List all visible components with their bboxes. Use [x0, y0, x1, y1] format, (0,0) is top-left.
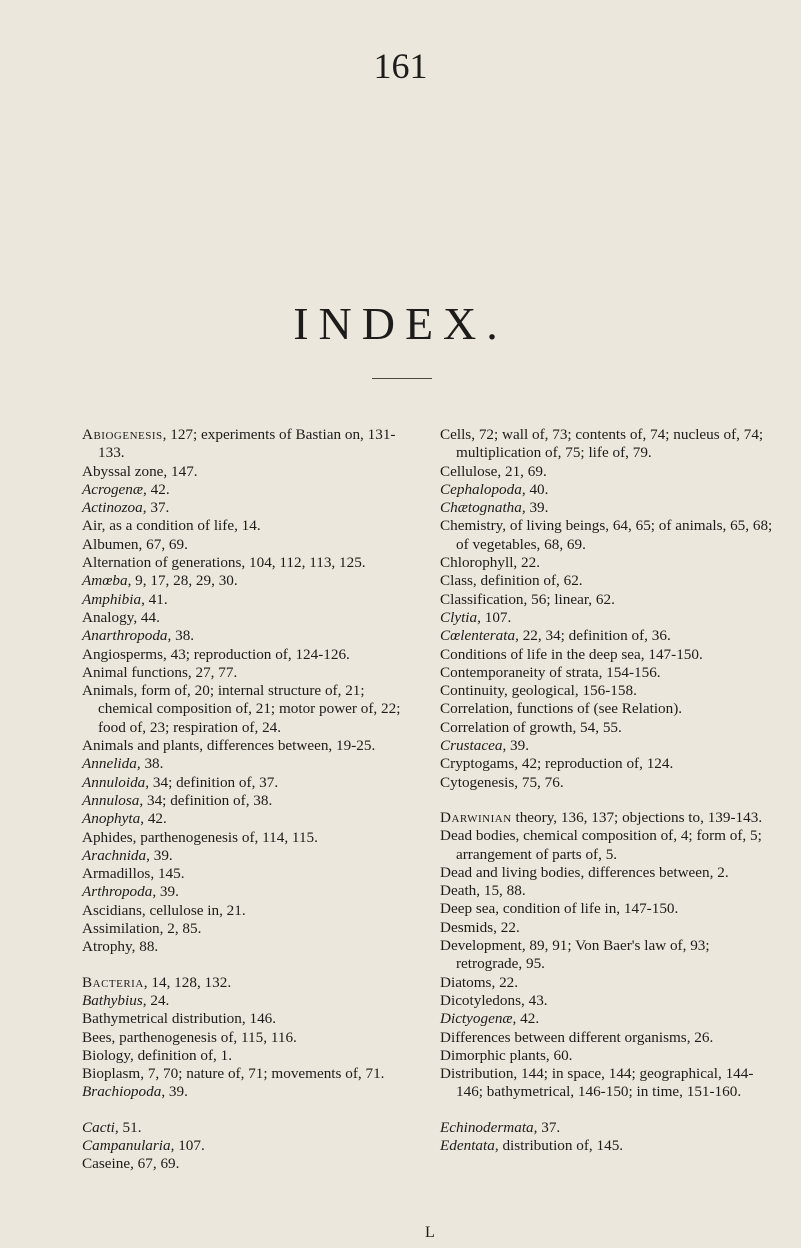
index-entry — [440, 463, 775, 481]
entry-heading: Deep sea — [440, 900, 496, 918]
entry-references: , 107. — [477, 608, 512, 626]
index-entry — [440, 774, 775, 792]
index-entry — [82, 810, 407, 828]
entry-heading: Alternation — [82, 554, 152, 572]
index-entry — [440, 664, 775, 682]
entry-heading: Albumen — [82, 535, 139, 553]
index-entry — [440, 919, 775, 937]
entry-references: , 41. — [141, 590, 168, 608]
entry-references: , 43. — [521, 991, 548, 1009]
entry-heading: Cœlenterata — [440, 627, 516, 645]
entry-heading: Darwinian — [440, 808, 512, 826]
entry-references: , 14, 128, 132. — [143, 973, 232, 991]
entry-heading: Chemistry — [440, 517, 503, 535]
entry-heading: Differences — [440, 1028, 511, 1046]
entry-heading: Acrogenæ — [82, 480, 144, 498]
entry-heading: Annuloida — [82, 773, 146, 791]
index-entry — [440, 737, 775, 755]
entry-references: , 34; definition of, 38. — [139, 791, 273, 809]
index-entry — [82, 1029, 407, 1047]
index-entry — [82, 591, 407, 609]
entry-heading: Continuity — [440, 682, 504, 700]
entry-heading: Echinodermata — [440, 1118, 534, 1136]
index-entry — [82, 920, 407, 938]
index-entry — [440, 809, 775, 827]
entry-heading: Abyssal zone — [82, 462, 164, 480]
entry-references: , 44. — [133, 608, 160, 626]
index-column-right — [440, 426, 775, 1155]
index-entry — [82, 774, 407, 792]
entry-heading: Bacteria — [82, 973, 144, 991]
entry-references: , 72; wall of, 73; contents of, 74; nucleus of, 74; multiplication of, 75; life of, 79. — [456, 426, 764, 462]
entry-heading: Correlation — [440, 700, 510, 718]
index-entry — [440, 627, 775, 645]
entry-heading: Ascidians — [82, 901, 142, 919]
entry-heading: Bees — [82, 1028, 112, 1046]
entry-heading: Chlorophyll — [440, 554, 514, 572]
index-entry — [82, 755, 407, 773]
entry-references: , 27, 77. — [187, 663, 238, 681]
entry-heading: Bioplasm — [82, 1065, 141, 1083]
entry-heading: Cephalopoda — [440, 480, 522, 498]
entry-references: , 42. — [140, 810, 167, 828]
entry-heading: Brachiopoda — [82, 1083, 162, 1101]
index-entry — [440, 1010, 775, 1028]
index-entry — [82, 627, 407, 645]
entry-references: of strata, 154-156. — [545, 663, 661, 681]
entry-references: , condition of life in, 147-150. — [495, 900, 679, 918]
entry-heading: Animal functions — [82, 663, 188, 681]
entry-heading: Campanularia — [82, 1136, 171, 1154]
index-entry — [82, 1010, 407, 1028]
index-entry — [82, 737, 407, 755]
index-entry — [82, 609, 407, 627]
index-entry — [82, 682, 407, 737]
entry-references: , 88. — [131, 938, 159, 956]
entry-heading: Cryptogams — [440, 755, 515, 773]
entry-references: , 54, 55. — [572, 718, 622, 736]
signature-mark: L — [425, 1224, 435, 1241]
entry-heading: Cellulose — [440, 462, 498, 480]
entry-references: between different organisms, 26. — [510, 1028, 714, 1046]
entry-references: , 60. — [545, 1046, 573, 1064]
entry-heading: Crustacea — [440, 737, 503, 755]
entry-references: , geological, 156-158. — [504, 682, 637, 700]
index-entry — [440, 882, 775, 900]
entry-references: , 15, 88. — [476, 882, 526, 900]
entry-heading: Dictyogenæ — [440, 1010, 513, 1028]
entry-references: , 37. — [142, 499, 170, 517]
entry-heading: Chætognatha — [440, 499, 522, 517]
entry-references: , cellulose in, 21. — [141, 901, 246, 919]
entry-references: , 75, 76. — [514, 773, 564, 791]
entry-heading: Atrophy — [82, 938, 132, 956]
index-entry — [440, 646, 775, 664]
entry-heading: Amœba — [82, 572, 128, 590]
entry-references: , 21, 69. — [497, 462, 547, 480]
entry-references: , 2, 85. — [159, 920, 202, 938]
entry-references: , 34; definition of, 37. — [145, 773, 279, 791]
entry-references: , differences between, 19-25. — [199, 737, 376, 755]
entry-references: , 22. — [493, 918, 520, 936]
entry-heading: Armadillos — [82, 865, 151, 883]
title-rule — [372, 378, 432, 379]
entry-heading: Cacti — [82, 1118, 115, 1136]
index-entry — [440, 937, 775, 974]
index-entry — [82, 792, 407, 810]
entry-references: , 145. — [150, 865, 185, 883]
entry-heading: Amphibia — [82, 590, 142, 608]
entry-references: , 144; in space, 144; geographical, 144-146; bathymetrical, 146-150; in time, 151-160. — [456, 1065, 754, 1101]
index-entry — [82, 865, 407, 883]
entry-heading: Cytogenesis — [440, 773, 515, 791]
entry-references: , 39. — [161, 1083, 188, 1101]
entry-references: , form of, 20; internal structure of, 21; chemical composition of, 21; motor power of, 22; food of, 23; respiration of, 24. — [98, 682, 401, 736]
entry-heading: Annelida — [82, 755, 137, 773]
entry-references: in the deep sea, 147-150. — [547, 645, 703, 663]
index-entry — [440, 992, 775, 1010]
index-entry — [82, 938, 407, 956]
entry-references: , 42. — [143, 480, 170, 498]
entry-references: , 9, 17, 28, 29, 30. — [127, 572, 238, 590]
entry-references: , 38. — [167, 627, 195, 645]
index-entry — [440, 974, 775, 992]
index-entry — [440, 700, 775, 718]
index-entry — [82, 646, 407, 664]
index-entry — [82, 536, 407, 554]
entry-heading: Bathybius — [82, 991, 143, 1009]
index-entry — [440, 499, 775, 517]
entry-references: , 22. — [491, 973, 519, 991]
entry-references: , definition of, 1. — [129, 1046, 233, 1064]
entry-references: , 43; reproduction of, 124-126. — [163, 645, 350, 663]
entry-heading: Assimilation — [82, 920, 160, 938]
entry-references: , 42. — [512, 1010, 540, 1028]
index-entry — [440, 1047, 775, 1065]
entry-heading: Analogy — [82, 608, 134, 626]
page-number: 161 — [373, 46, 428, 86]
entry-references: , 107. — [170, 1136, 205, 1154]
entry-heading: Angiosperms — [82, 645, 163, 663]
entry-references: , 39. — [502, 737, 530, 755]
index-entry — [82, 1119, 407, 1137]
entry-references: , 7, 70; nature of, 71; movements of, 71. — [140, 1065, 385, 1083]
entry-heading: Distribution — [440, 1065, 514, 1083]
index-entry — [82, 572, 407, 590]
entry-heading: Correlation of growth — [440, 718, 573, 736]
entry-heading: Actinozoa — [82, 499, 143, 517]
index-entry — [440, 864, 775, 882]
entry-references: , 39. — [152, 883, 179, 901]
index-entry — [440, 1137, 775, 1155]
entry-references: theory, 136, 137; objections to, 139-143. — [511, 808, 763, 826]
entry-references: , 147. — [163, 462, 198, 480]
entry-references: , 67, 69. — [130, 1155, 180, 1173]
entry-references: , 37. — [533, 1118, 561, 1136]
entry-heading: Arthropoda — [82, 883, 153, 901]
entry-references: , 56; linear, 62. — [523, 590, 615, 608]
entry-heading: Diatoms — [440, 973, 492, 991]
entry-heading: Dicotyledons — [440, 991, 521, 1009]
entry-references: , 39. — [146, 846, 173, 864]
entry-references: , 38. — [136, 755, 164, 773]
index-entry — [82, 829, 407, 847]
index-entry — [440, 481, 775, 499]
index-entry — [440, 719, 775, 737]
index-entry — [82, 554, 407, 572]
entry-references: , 39. — [521, 499, 549, 517]
index-entry — [82, 992, 407, 1010]
entry-heading: Abiogenesis — [82, 426, 163, 443]
index-entry — [82, 499, 407, 517]
entry-heading: Clytia — [440, 608, 478, 626]
index-entry — [82, 1065, 407, 1083]
entry-references: , 22, 34; definition of, 36. — [515, 627, 671, 645]
entry-heading: Aphides — [82, 828, 133, 846]
entry-heading: Caseine — [82, 1155, 131, 1173]
index-entry — [82, 883, 407, 901]
entry-references: , 51. — [114, 1118, 142, 1136]
entry-references: , 89, 91; Von Baer's law of, 93; retrograde, 95. — [456, 937, 710, 973]
entry-references: , distribution of, 145. — [494, 1136, 624, 1154]
index-entry — [440, 755, 775, 773]
entry-heading: Edentata — [440, 1136, 495, 1154]
index-entry — [82, 517, 407, 535]
entry-heading: Anarthropoda — [82, 627, 168, 645]
entry-references: , functions of (see Relation). — [509, 700, 683, 718]
entry-heading: Bathymetrical distribution — [82, 1010, 242, 1028]
entry-references: , as a condition of life, 14. — [101, 517, 261, 535]
index-entry — [82, 1137, 407, 1155]
index-entry — [82, 481, 407, 499]
entry-heading: Arachnida — [82, 846, 147, 864]
index-entry — [440, 572, 775, 590]
entry-references: , definition of, 62. — [472, 572, 583, 590]
index-entry — [440, 591, 775, 609]
entry-references: , 24. — [142, 991, 170, 1009]
entry-heading: Classification — [440, 590, 524, 608]
entry-references: , parthenogenesis of, 114, 115. — [132, 828, 318, 846]
entry-references: , 42; reproduction of, 124. — [514, 755, 674, 773]
index-entry — [82, 1155, 407, 1173]
entry-references: , 146. — [241, 1010, 277, 1028]
entry-references: of generations, 104, 112, 113, 125. — [151, 554, 366, 572]
entry-references: , differences between, 2. — [580, 863, 729, 881]
index-entry — [440, 609, 775, 627]
index-entry — [440, 517, 775, 554]
index-entry — [440, 1119, 775, 1137]
entry-heading: Cells — [440, 426, 472, 443]
index-entry — [82, 426, 407, 463]
entry-heading: Animals and plants — [82, 737, 200, 755]
entry-references: , parthenogenesis of, 115, 116. — [111, 1028, 297, 1046]
index-title: INDEX. — [293, 298, 508, 349]
index-entry — [82, 664, 407, 682]
entry-heading: Contemporaneity — [440, 663, 546, 681]
entry-heading: Development — [440, 937, 522, 955]
index-entry — [440, 1065, 775, 1102]
entry-heading: Annulosa — [82, 791, 140, 809]
index-entry — [82, 847, 407, 865]
entry-heading: Air — [82, 517, 102, 535]
index-entry — [440, 426, 775, 463]
index-entry — [82, 463, 407, 481]
entry-references: , 40. — [521, 480, 549, 498]
index-entry — [440, 1029, 775, 1047]
entry-heading: Dead bodies — [440, 827, 516, 845]
entry-references: , 22. — [513, 554, 540, 572]
entry-heading: Anophyta — [82, 810, 141, 828]
entry-heading: Conditions of life — [440, 645, 548, 663]
index-column-left — [82, 426, 407, 1174]
index-entry — [82, 1083, 407, 1101]
index-entry — [82, 1047, 407, 1065]
entry-references: , 67, 69. — [138, 535, 188, 553]
entry-heading: Desmids — [440, 918, 494, 936]
index-entry — [440, 682, 775, 700]
index-entry — [82, 974, 407, 992]
entry-heading: Death — [440, 882, 477, 900]
entry-references: , of living beings, 64, 65; of animals, 65, 68; of vegetables, 68, 69. — [456, 517, 773, 553]
entry-heading: Dimorphic plants — [440, 1046, 546, 1064]
entry-references: , chemical composition of, 4; form of, 5; arrangement of parts of, 5. — [456, 827, 762, 863]
entry-heading: Dead and living bodies — [440, 863, 581, 881]
index-entry — [440, 900, 775, 918]
index-entry — [440, 554, 775, 572]
entry-heading: Biology — [82, 1046, 130, 1064]
entry-heading: Animals — [82, 682, 134, 700]
index-entry — [440, 827, 775, 864]
entry-heading: Class — [440, 572, 473, 590]
entry-references: , 127; experiments of Bastian on, 131-133. — [98, 426, 396, 462]
index-entry — [82, 902, 407, 920]
